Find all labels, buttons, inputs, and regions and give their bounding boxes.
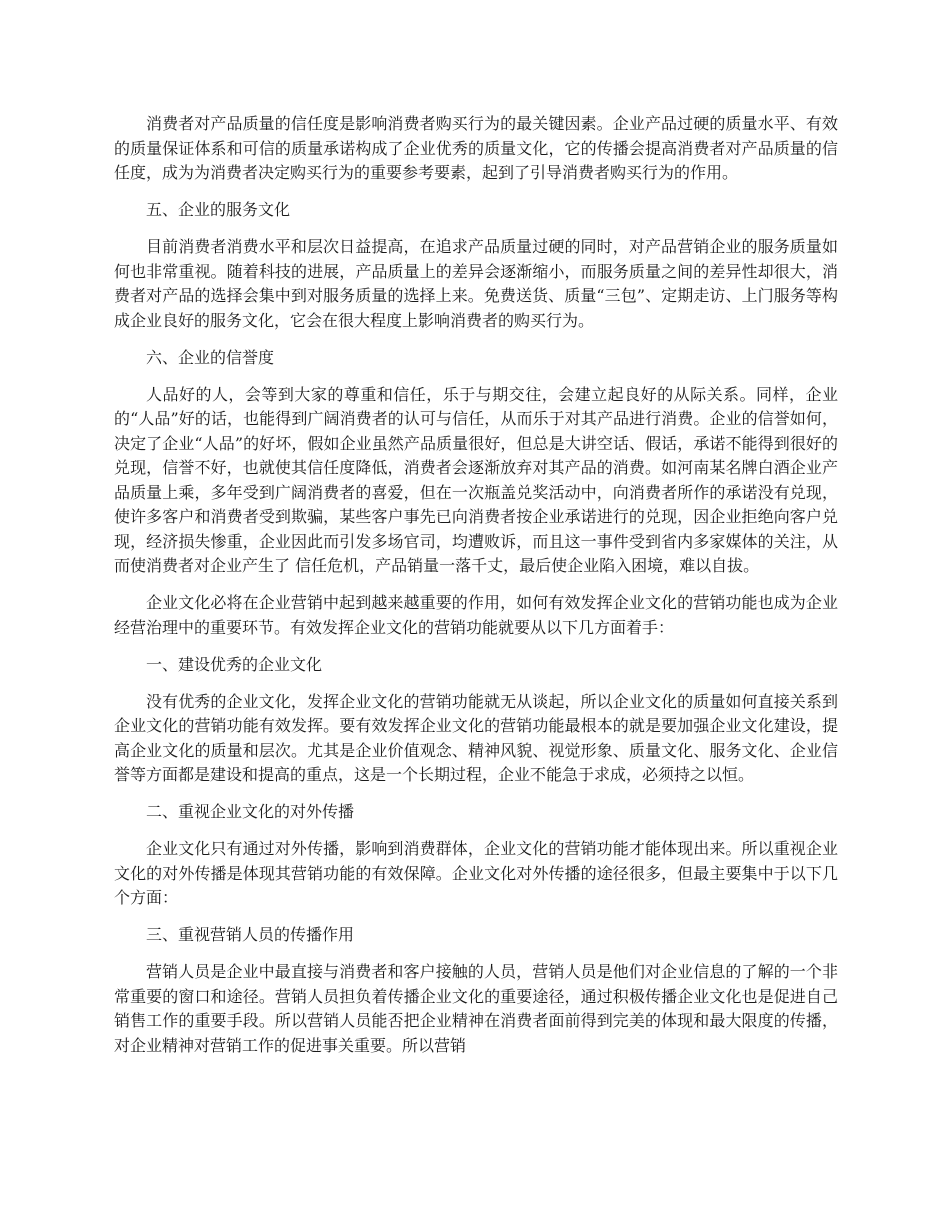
paragraph-service-culture: 目前消费者消费水平和层次日益提高，在追求产品质量过硬的同时，对产品营销企业的服务质量如何也非常重视。随着科技的进展，产品质量上的差异会逐渐缩小，而服务质量之间的差异性却很大，消费者对产品的选择会集中到对服务质量的选择上来。免费送货、质量“三包”、定期走访、上门服务等构成企业良好的服务文化，它会在很大程度上影响消费者的购买行为。 <box>114 237 838 330</box>
paragraph-quality-trust: 消费者对产品质量的信任度是影响消费者购买行为的最关键因素。企业产品过硬的质量水平、有效的质量保证体系和可信的质量承诺构成了企业优秀的质量文化，它的传播会提高消费者对产品质量的信任度，成为为消费者决定购买行为的重要参考要素，起到了引导消费者购买行为的作用。 <box>114 114 838 182</box>
paragraph-reputation: 人品好的人，会等到大家的尊重和信任，乐于与期交往，会建立起良好的从际关系。同样，企业的“人品”好的话，也能得到广阔消费者的认可与信任，从而乐于对其产品进行消费。企业的信誉如何，决定了企业“人品”的好坏，假如企业虽然产品质量很好，但总是大讲空话、假话，承诺不能得到很好的兑现，信誉不好，也就使其信任度降低，消费者会逐渐放弃对其产品的消费。如河南某名牌白酒企业产品质量上乘，多年受到广阔消费者的喜爱，但在一次瓶盖兑奖活动中，向消费者所作的承诺没有兑现，使许多客户和消费者受到欺骗，某些客户事先已向消费者按企业承诺进行的兑现，因企业拒绝向客户兑现，经济损失惨重，企业因此而引发多场官司，均遭败诉，而且这一事件受到省内多家媒体的关注，从而使消费者对企业产生了 信任危机，产品销量一落千丈，最后使企业陷入困境，难以自拔。 <box>114 384 838 575</box>
document-page <box>114 112 838 1071</box>
heading-build-culture: 一、建设优秀的企业文化 <box>146 654 323 674</box>
heading-sales-staff: 三、重视营销人员的传播作用 <box>146 925 355 944</box>
paragraph-sales-staff: 营销人员是企业中最直接与消费者和客户接触的人员，营销人员是他们对企业信息的了解的一个非常重要的窗口和途径。营销人员担负着传播企业文化的重要途径，通过积极传播企业文化也是促进自己销售工作的重要手段。所以营销人员能否把企业精神在消费者面前得到完美的体现和最大限度的传播，对企业精神对营销工作的促进事关重要。所以营销 <box>114 962 838 1055</box>
heading-service-culture: 五、企业的服务文化 <box>146 200 291 219</box>
paragraph-culture-marketing: 企业文化必将在企业营销中起到越来越重要的作用，如何有效发挥企业文化的营销功能也成为企业经营治理中的重要环节。有效发挥企业文化的营销功能就要从以下几方面着手： <box>114 593 838 637</box>
paragraph-external-spread: 企业文化只有通过对外传播，影响到消费群体，企业文化的营销功能才能体现出来。所以重视企业文化的对外传播是体现其营销功能的有效保障。企业文化对外传播的途径很多，但最主要集中于以下几个方面： <box>114 839 838 907</box>
paragraph-build-culture: 没有优秀的企业文化，发挥企业文化的营销功能就无从谈起，所以企业文化的质量如何直接关系到企业文化的营销功能有效发挥。要有效发挥企业文化的营销功能最根本的就是要加强企业文化建设，提高企业文化的质量和层次。尤其是企业价值观念、精神风貌、视觉形象、质量文化、服务文化、企业信誉等方面都是建设和提高的重点，这是一个长期过程，企业不能急于求成，必须持之以恒。 <box>114 691 838 784</box>
heading-external-spread: 二、重视企业文化的对外传播 <box>146 802 355 821</box>
heading-reputation: 六、企业的信誉度 <box>146 347 275 367</box>
